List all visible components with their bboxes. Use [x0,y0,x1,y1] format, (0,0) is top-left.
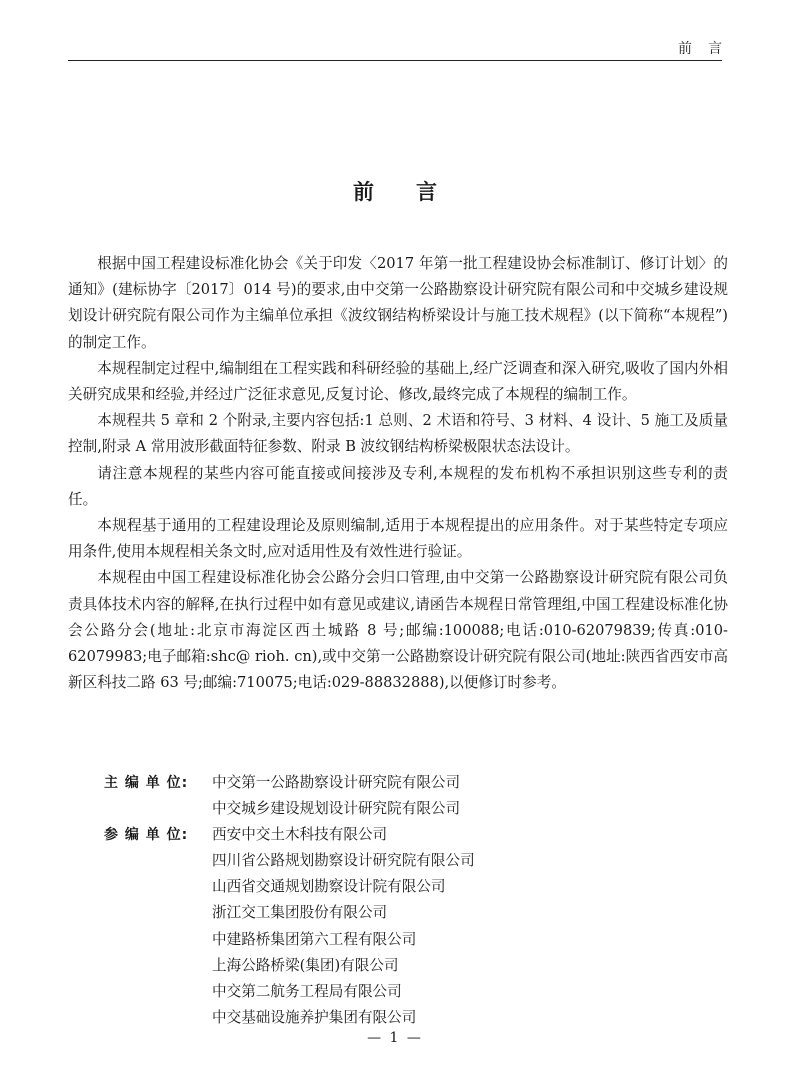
paragraph: 本规程由中国工程建设标准化协会公路分会归口管理,由中交第一公路勘察设计研究院有限公司负责具体技术内容的解释,在执行过程中如有意见或建议,请函告本规程日常管理组,中国工程建设标准化协会公路分会(地址:北京市海淀区西土城路 8 号;邮编:100088;电话:010-62079839;传真:010-62079983;电子邮箱:shc@ rioh. cn),或中交第一公路勘察设计研究院有限公司(地址:陕西省西安市高新区科技二路 63 号;邮编:710075;电话:029-88832888),以便修订时参考。 [68,569,728,692]
paragraph: 本规程共 5 章和 2 个附录,主要内容包括:1 总则、2 术语和符号、3 材料、4 设计、5 施工及质量控制,附录 A 常用波形截面特征参数、附录 B 波纹钢结构桥梁极限状态法设计。 [68,412,728,456]
list-item: 西安中交土木科技有限公司 [212,826,388,844]
list-item: 中交基础设施养护集团有限公司 [212,1008,417,1026]
page-number: — 1 — [367,1030,423,1046]
list-item: 山西省交通规划勘察设计院有限公司 [212,878,446,896]
participant-units [104,822,475,1031]
participant-label: 参 编 单 位: [104,827,189,844]
paragraph: 本规程基于通用的工程建设理论及原则编制,适用于本规程提出的应用条件。对于某些特定专项应用条件,使用本规程相关条文时,应对适用性及有效性进行验证。 [68,517,728,561]
list-item: 四川省公路规划勘察设计研究院有限公司 [212,852,475,870]
list-item: 上海公路桥梁(集团)有限公司 [212,956,399,974]
editing-units [104,770,475,1031]
list-item: 中交城乡建设规划设计研究院有限公司 [212,800,461,818]
chief-editor-label: 主 编 单 位: [104,775,189,791]
preface-body [68,251,728,696]
chief-editor-units [104,770,475,822]
list-item: 浙江交工集团股份有限公司 [212,904,388,922]
participant-list [212,822,475,1031]
paragraph: 根据中国工程建设标准化协会《关于印发〈2017 年第一批工程建设协会标准制订、修订计划〉的通知》(建标协字〔2017〕014 号)的要求,由中交第一公路勘察设计研究院有限公司和中交城乡建设规划设计研究院有限公司作为主编单位承担《波纹钢结构桥梁设计与施工技术规程》(以下简称“本规程”)的制定工作。 [68,255,728,351]
page-title: 前言 [353,180,479,204]
list-item: 中交第一公路勘察设计研究院有限公司 [212,774,461,791]
running-header [68,36,738,61]
chief-editor-list [212,770,460,822]
list-item: 中建路桥集团第六工程有限公司 [212,930,417,948]
paragraph: 本规程制定过程中,编制组在工程实践和科研经验的基础上,经广泛调查和深入研究,吸收了国内外相关研究成果和经验,并经过广泛征求意见,反复讨论、修改,最终完成了本规程的编制工作。 [68,359,728,404]
paragraph: 请注意本规程的某些内容可能直接或间接涉及专利,本规程的发布机构不承担识别这些专利的责任。 [68,464,728,508]
running-title: 前言 [678,41,738,57]
list-item: 中交第二航务工程局有限公司 [212,982,402,1000]
